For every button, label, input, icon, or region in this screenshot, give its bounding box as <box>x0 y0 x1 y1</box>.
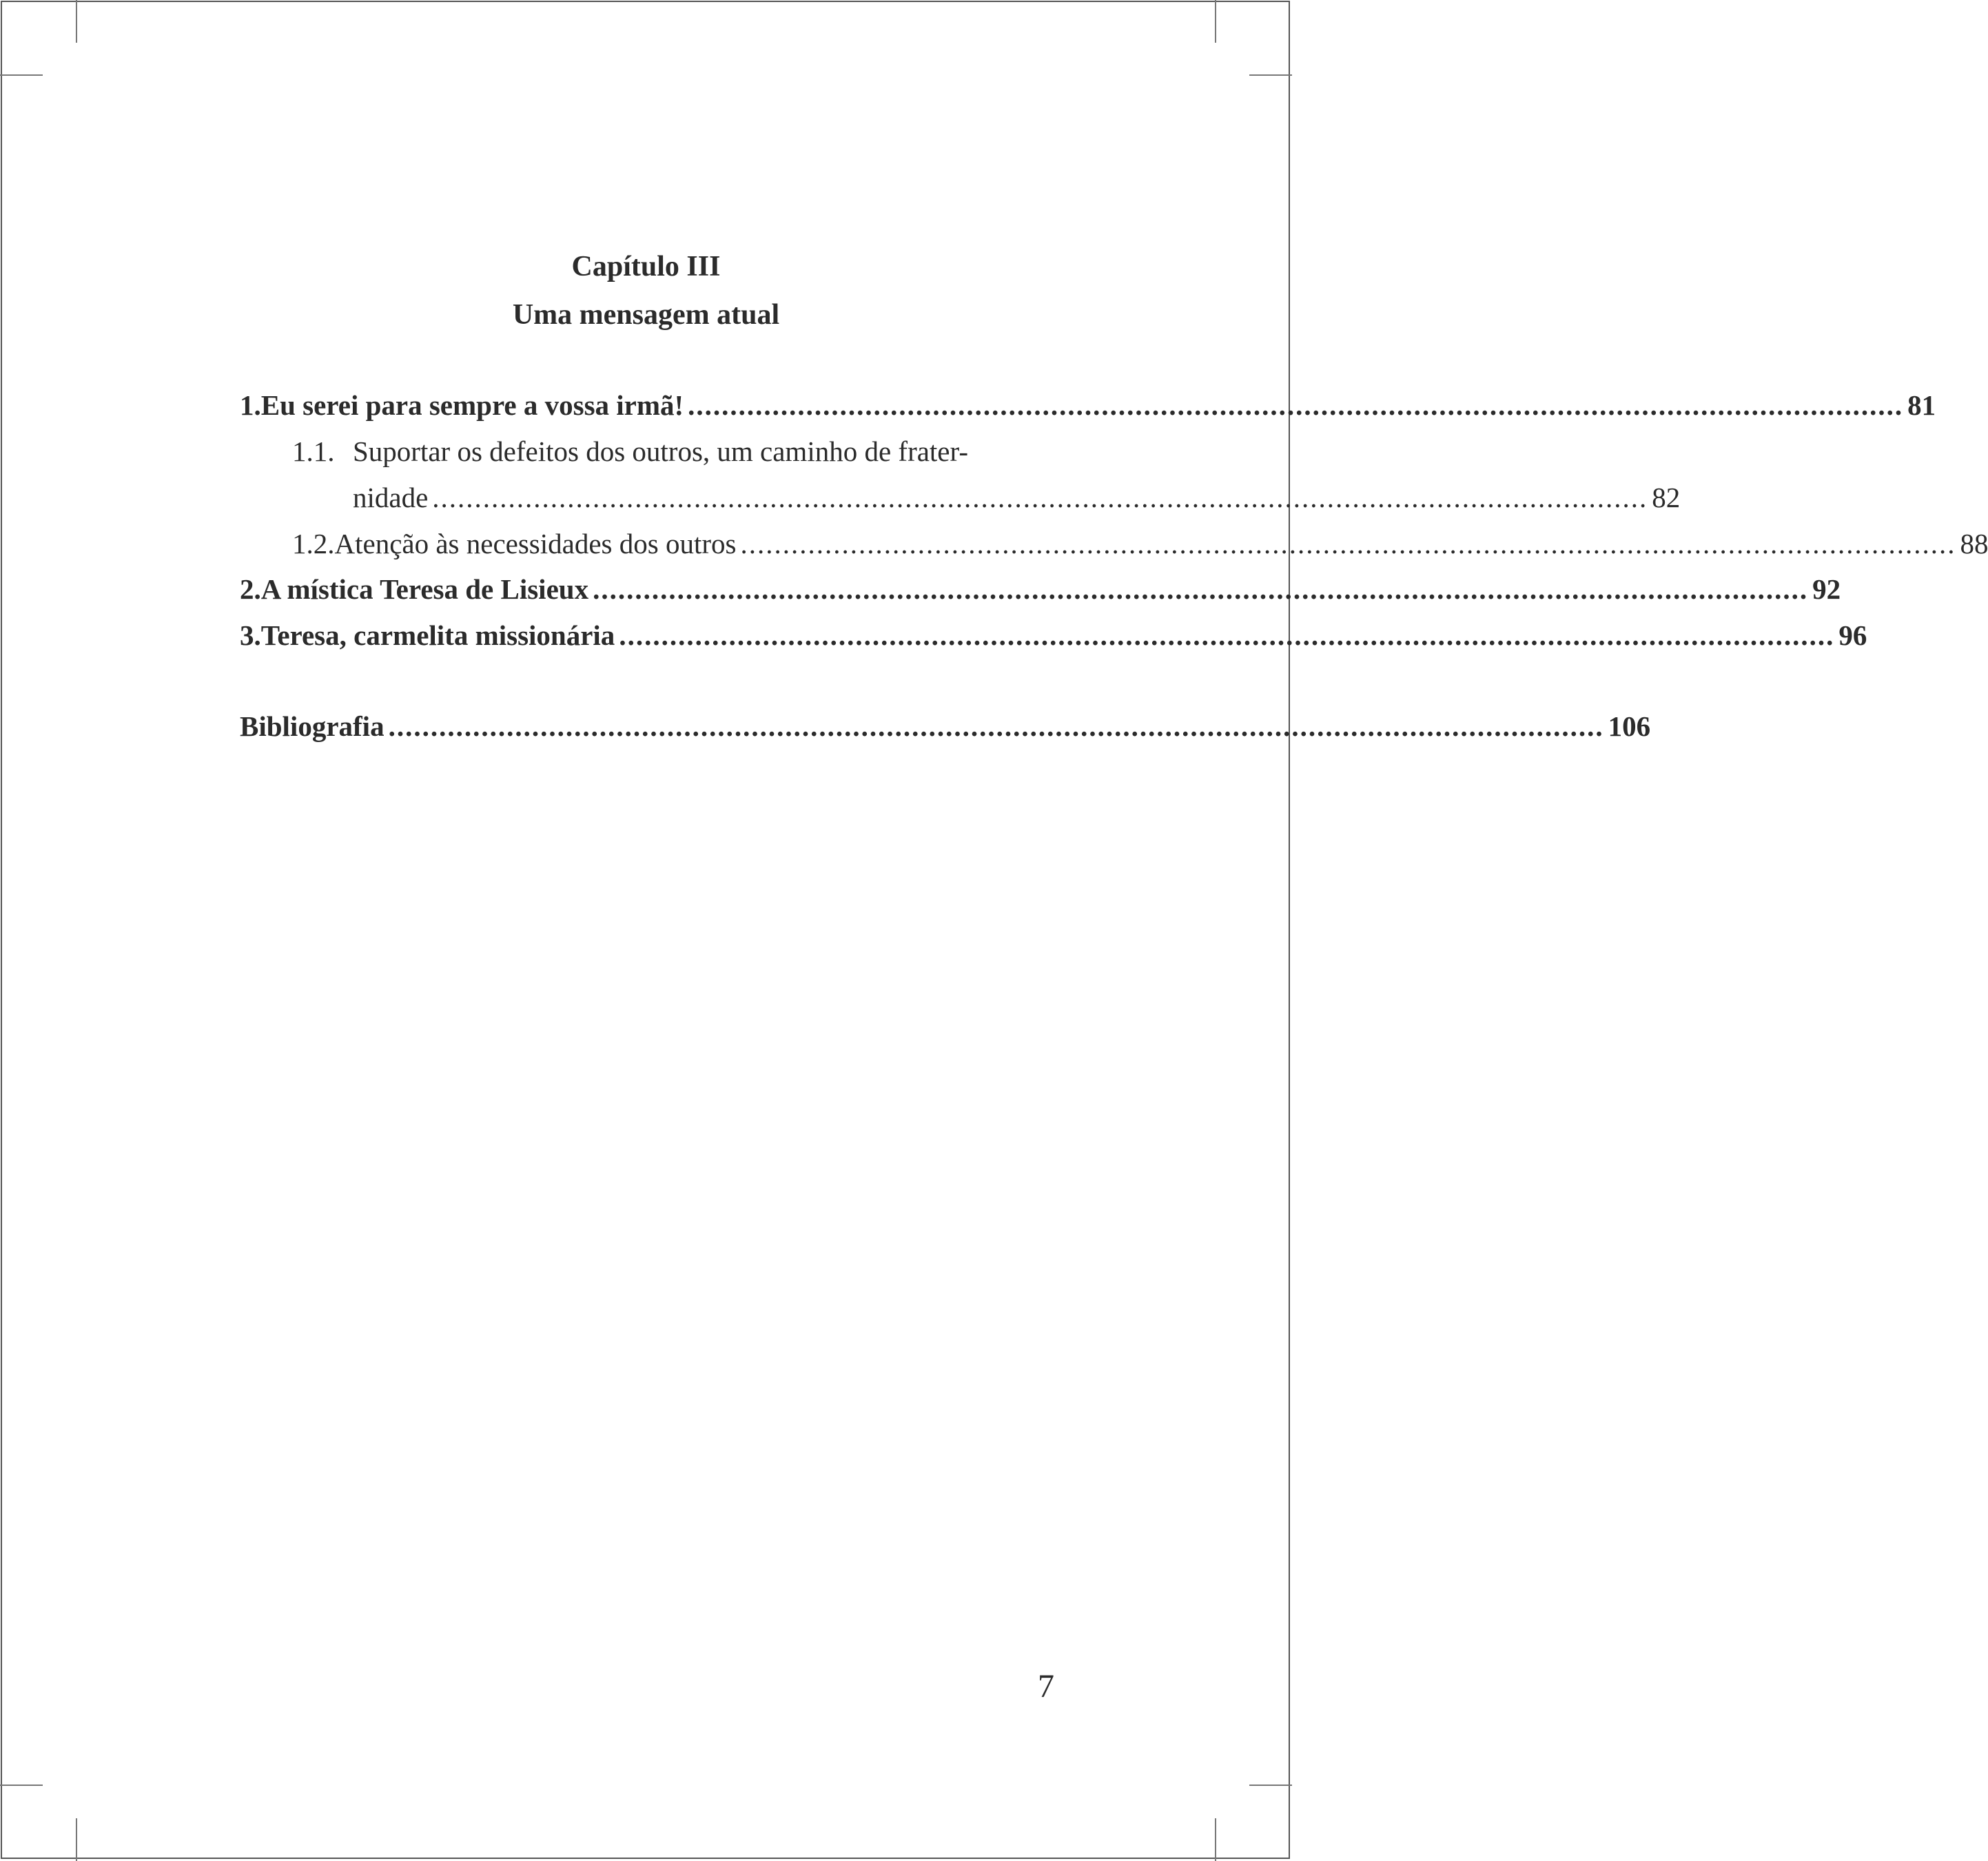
toc-entry-number: 1. <box>240 389 261 421</box>
toc-entry-page: 81 <box>1907 389 1936 421</box>
crop-mark-top-left-v <box>76 0 77 43</box>
dot-leader: ................................................................................................................................................ <box>593 573 1809 605</box>
toc-entry-number: 3. <box>240 619 261 651</box>
crop-mark-top-right-v <box>1215 0 1216 43</box>
crop-mark-bottom-right-v <box>1215 1818 1216 1861</box>
crop-mark-bottom-right-h <box>1249 1785 1292 1786</box>
toc-entry-bibliography[interactable] <box>240 710 1651 746</box>
toc-entry-title: Atenção às necessidades dos outros <box>334 528 737 559</box>
toc-entry-page: 88 <box>1960 528 1988 559</box>
dot-leader: ................................................................................................................................................ <box>740 528 1956 559</box>
toc-entry-title-line1: Suportar os defeitos dos outros, um caminho de frater- <box>353 435 968 467</box>
dot-leader: ................................................................................................................................................ <box>388 710 1604 742</box>
crop-mark-bottom-left-v <box>76 1818 77 1861</box>
toc-entry-1-2[interactable] <box>240 527 1988 563</box>
toc-entry-3[interactable] <box>240 619 1867 655</box>
toc-entry-title: Teresa, carmelita missionária <box>260 619 615 651</box>
page-number: 7 <box>1038 1668 1054 1705</box>
toc-entry-1-1[interactable] <box>240 435 1052 471</box>
toc-entry-title: Eu serei para sempre a vossa irmã! <box>260 389 684 421</box>
chapter-subtitle: Uma mensagem atual <box>512 299 780 331</box>
toc-entry-1[interactable] <box>240 389 1936 424</box>
crop-mark-bottom-left-h <box>0 1785 43 1786</box>
toc-entry-page: 92 <box>1812 573 1841 605</box>
toc-entry-number: 2. <box>240 573 261 605</box>
toc-entry-number: 1.1. <box>292 435 335 467</box>
toc-entry-page: 82 <box>1652 482 1681 513</box>
toc-entry-1-1-continuation[interactable] <box>353 481 1681 517</box>
toc-entry-2[interactable] <box>240 573 1841 608</box>
toc-entry-title-line2: nidade <box>353 482 429 513</box>
chapter-label: Capítulo III <box>571 251 721 282</box>
dot-leader: ................................................................................................................................................ <box>432 482 1648 513</box>
toc-entry-title: Bibliografia <box>240 710 385 742</box>
crop-mark-top-right-h <box>1249 74 1292 76</box>
dot-leader: ................................................................................................................................................ <box>688 389 1904 421</box>
dot-leader: ................................................................................................................................................ <box>619 619 1835 651</box>
toc-entry-title: A mística Teresa de Lisieux <box>260 573 589 605</box>
toc-entry-page: 106 <box>1608 710 1651 742</box>
toc-entry-page: 96 <box>1838 619 1867 651</box>
toc-entry-number: 1.2. <box>292 528 335 559</box>
crop-mark-top-left-h <box>0 74 43 76</box>
